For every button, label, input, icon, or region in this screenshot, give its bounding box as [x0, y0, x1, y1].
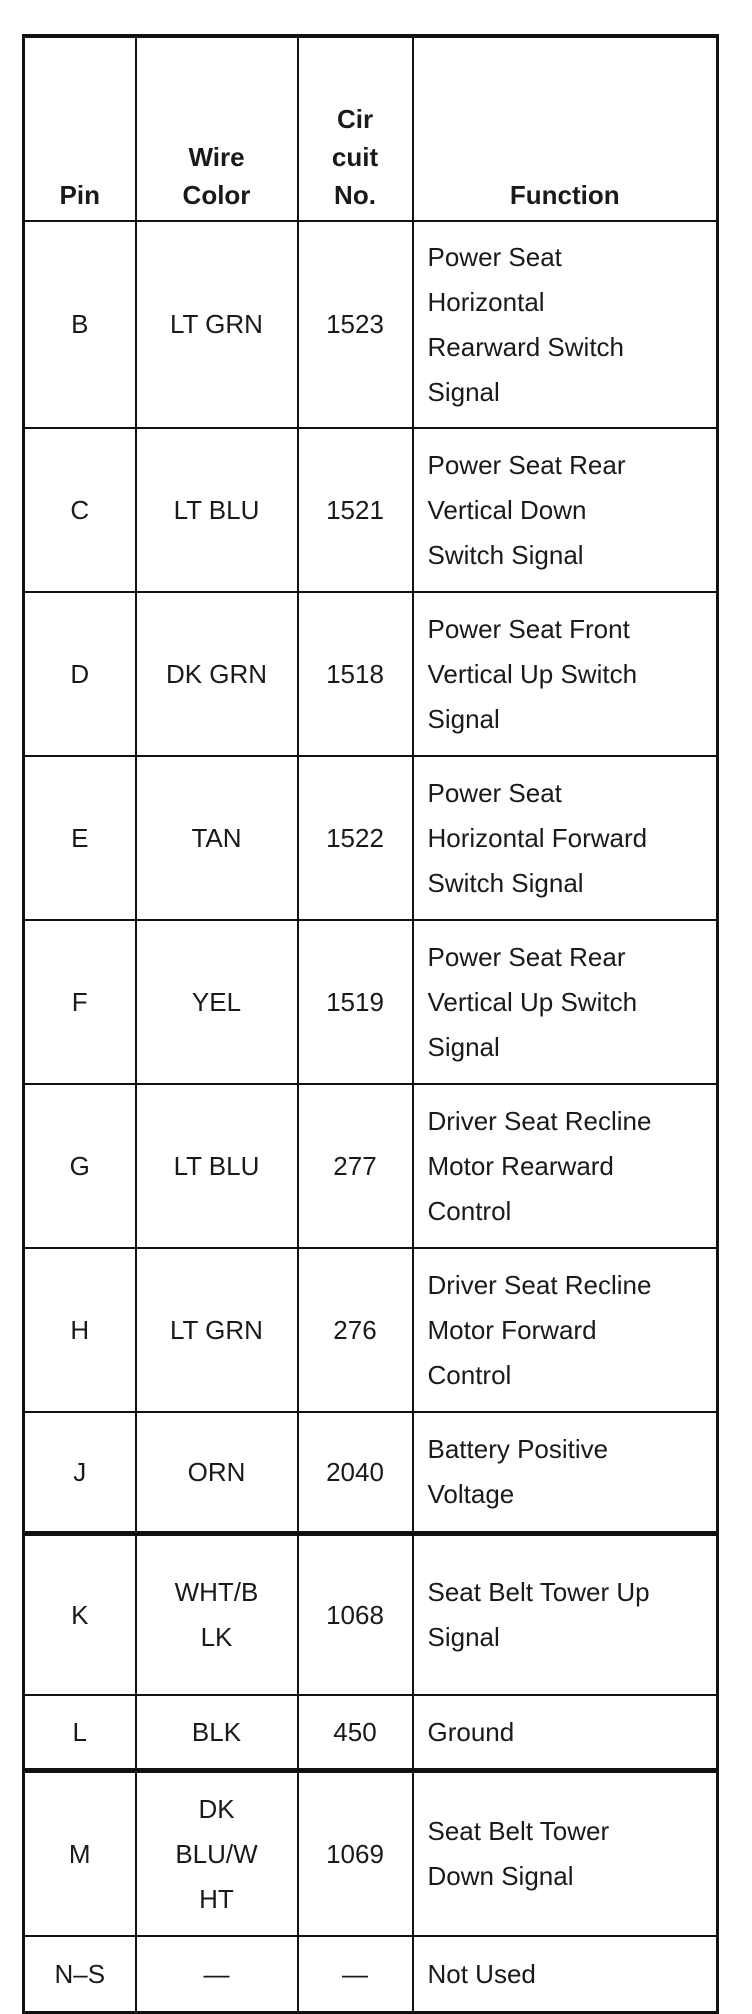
- table-body: [24, 221, 718, 2013]
- function-cell: Power Seat Rear Vertical Down Switch Signal: [413, 428, 718, 592]
- circuit-cell: 276: [298, 1248, 413, 1412]
- function-cell: Seat Belt Tower Down Signal: [413, 1771, 718, 1937]
- table-header: [24, 36, 718, 221]
- pin-cell: G: [24, 1084, 136, 1248]
- table-row: [24, 1771, 718, 1937]
- function-cell: Ground: [413, 1695, 718, 1771]
- wire-color-cell: LT BLU: [136, 1084, 298, 1248]
- table-row: [24, 756, 718, 920]
- wire-color-cell: —: [136, 1936, 298, 2013]
- circuit-cell: 1522: [298, 756, 413, 920]
- function-cell: Not Used: [413, 1936, 718, 2013]
- table-row: [24, 1248, 718, 1412]
- function-cell: Driver Seat Recline Motor Rearward Control: [413, 1084, 718, 1248]
- pin-cell: L: [24, 1695, 136, 1771]
- circuit-cell: 1521: [298, 428, 413, 592]
- wire-color-cell: LT GRN: [136, 221, 298, 428]
- header-function: Function: [413, 36, 718, 221]
- header-pin: Pin: [24, 36, 136, 221]
- pin-cell: H: [24, 1248, 136, 1412]
- wire-color-cell: ORN: [136, 1412, 298, 1534]
- pin-cell: D: [24, 592, 136, 756]
- pin-cell: E: [24, 756, 136, 920]
- wire-color-cell: DK BLU/W HT: [136, 1771, 298, 1937]
- function-cell: Battery Positive Voltage: [413, 1412, 718, 1534]
- wire-color-cell: WHT/B LK: [136, 1534, 298, 1696]
- table-row: [24, 920, 718, 1084]
- table-row: [24, 1534, 718, 1696]
- wire-color-cell: DK GRN: [136, 592, 298, 756]
- circuit-cell: 1523: [298, 221, 413, 428]
- connector-pinout-table: [22, 34, 719, 2014]
- pin-cell: K: [24, 1534, 136, 1696]
- table-row: [24, 221, 718, 428]
- table-row: [24, 1412, 718, 1534]
- circuit-cell: 1518: [298, 592, 413, 756]
- function-cell: Power Seat Front Vertical Up Switch Signal: [413, 592, 718, 756]
- circuit-cell: 277: [298, 1084, 413, 1248]
- table-row: [24, 428, 718, 592]
- circuit-cell: 1069: [298, 1771, 413, 1937]
- pin-cell: F: [24, 920, 136, 1084]
- wire-color-cell: BLK: [136, 1695, 298, 1771]
- function-cell: Power Seat Horizontal Forward Switch Signal: [413, 756, 718, 920]
- circuit-cell: 2040: [298, 1412, 413, 1534]
- wire-color-cell: LT BLU: [136, 428, 298, 592]
- pin-cell: C: [24, 428, 136, 592]
- circuit-cell: 450: [298, 1695, 413, 1771]
- header-circuit-no: Cir cuit No.: [298, 36, 413, 221]
- function-cell: Power Seat Horizontal Rearward Switch Signal: [413, 221, 718, 428]
- table-row: [24, 592, 718, 756]
- pin-cell: B: [24, 221, 136, 428]
- wire-color-cell: YEL: [136, 920, 298, 1084]
- wire-color-cell: TAN: [136, 756, 298, 920]
- function-cell: Power Seat Rear Vertical Up Switch Signal: [413, 920, 718, 1084]
- table-row: [24, 1695, 718, 1771]
- table-row: [24, 1084, 718, 1248]
- table-row: [24, 1936, 718, 2013]
- header-wire-color: Wire Color: [136, 36, 298, 221]
- function-cell: Seat Belt Tower Up Signal: [413, 1534, 718, 1696]
- pin-cell: N–S: [24, 1936, 136, 2013]
- pin-cell: M: [24, 1771, 136, 1937]
- wire-color-cell: LT GRN: [136, 1248, 298, 1412]
- pin-cell: J: [24, 1412, 136, 1534]
- circuit-cell: —: [298, 1936, 413, 2013]
- function-cell: Driver Seat Recline Motor Forward Control: [413, 1248, 718, 1412]
- circuit-cell: 1068: [298, 1534, 413, 1696]
- circuit-cell: 1519: [298, 920, 413, 1084]
- header-row: [24, 36, 718, 221]
